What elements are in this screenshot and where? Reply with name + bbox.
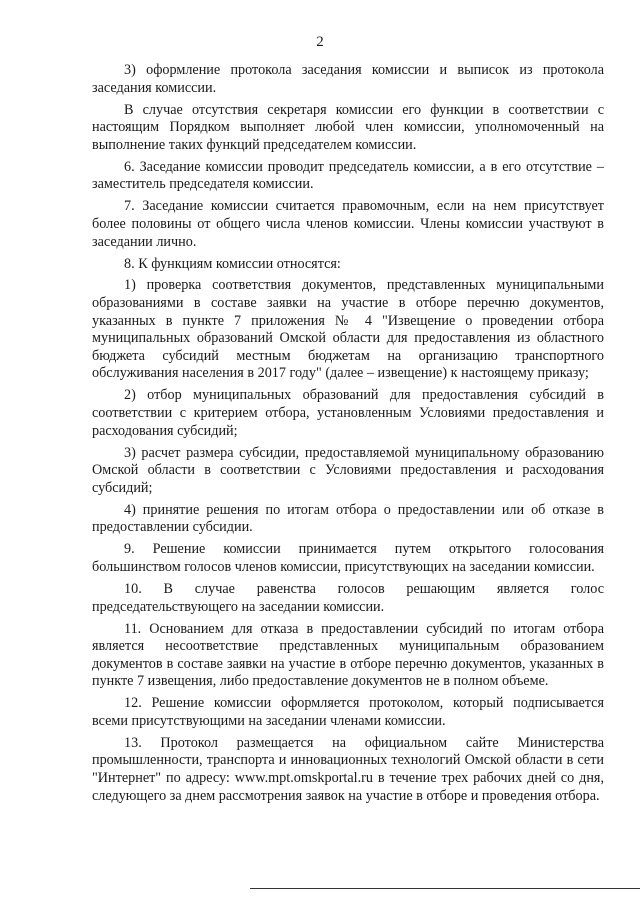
document-body [92, 62, 604, 809]
paragraph-10: 10. В случае равенства голосов решающим является голос председательствующего на заседании комиссии. [92, 580, 604, 615]
paragraph-11: 11. Основанием для отказа в предоставлении субсидий по итогам отбора является несоответствие представленных муниципальным образованием документов в составе заявки на участие в отборе перечню документов, указанных в пункте 7 извещения, либо предоставление документов не в полном объеме. [92, 620, 604, 690]
paragraph-7: 7. Заседание комиссии считается правомочным, если на нем присутствует более половины от общего числа членов комиссии. Члены комиссии участвуют в заседании лично. [92, 198, 604, 250]
paragraph-9: 9. Решение комиссии принимается путем открытого голосования большинством голосов членов комиссии, присутствующих на заседании комиссии. [92, 541, 604, 575]
paragraph-6: 6. Заседание комиссии проводит председатель комиссии, а в его отсутствие – заместитель председателя комиссии. [92, 158, 604, 193]
paragraph-8-item-4: 4) принятие решения по итогам отбора о предоставлении или об отказе в предоставлении субсидии. [92, 501, 604, 536]
paragraph-8-item-2: 2) отбор муниципальных образований для предоставления субсидий в соответствии с критерием отбора, установленным Условиями предоставления и расходования субсидий; [92, 387, 604, 439]
paragraph-12: 12. Решение комиссии оформляется протоколом, который подписывается всеми присутствующими на заседании членами комиссии. [92, 695, 604, 729]
paragraph-8-item-1: 1) проверка соответствия документов, представленных муниципальными образованиями в составе заявки на участие в отборе перечню документов, указанных в пункте 7 приложения № 4 "Извещение о проведении отбора муниципальных образований Омской области для предоставления из областного бюджета субсидий местным бюджетам на организацию транспортного обслуживания населения в 2017 году" (далее – извещение) к настоящему приказу; [92, 277, 604, 382]
paragraph-secretary-absence: В случае отсутствия секретаря комиссии его функции в соответствии с настоящим Порядком выполняет любой член комиссии, уполномоченный на выполнение таких функций председателем комиссии. [92, 101, 604, 153]
paragraph-8-item-3: 3) расчет размера субсидии, предоставляемой муниципальному образованию Омской области в соответствии с Условиями предоставления и расходования субсидий; [92, 444, 604, 496]
page-number: 2 [316, 34, 324, 50]
paragraph-item-3-protocol: 3) оформление протокола заседания комиссии и выписок из протокола заседания комиссии. [92, 62, 604, 96]
paragraph-8: 8. К функциям комиссии относятся: [124, 255, 341, 272]
paragraph-13: 13. Протокол размещается на официальном сайте Министерства промышленности, транспорта и инновационных технологий Омской области в сети "Интернет" по адресу: www.mpt.omskportal.ru в течение трех рабочих дней со дня, следующего за днем рассмотрения заявок на участие в отборе и проведения отбора. [92, 734, 604, 804]
bottom-divider [250, 888, 640, 889]
